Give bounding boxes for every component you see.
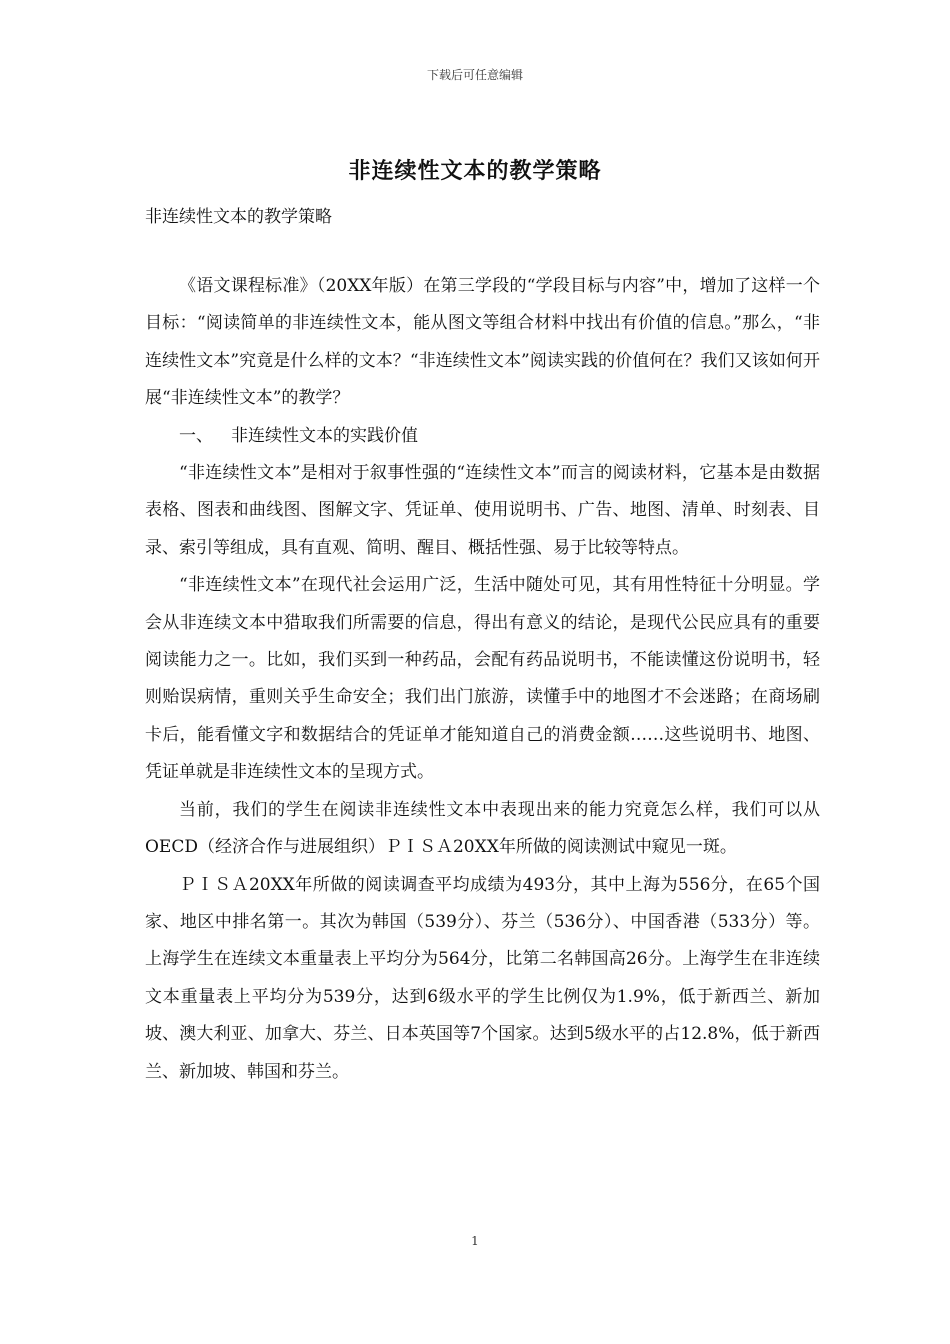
page-number: 1 — [471, 1234, 479, 1248]
document-subtitle: 非连续性文本的教学策略 — [145, 207, 332, 227]
page-header: 下载后可任意编辑 — [426, 68, 523, 82]
document-body — [145, 268, 820, 1091]
section-heading-text: 非连续性文本的实践价值 — [231, 425, 418, 446]
paragraph-definition: “非连续性文本”是相对于叙事性强的“连续性文本”而言的阅读材料，它基本是由数据表格、图表和曲线图、图解文字、凭证单、使用说明书、广告、地图、清单、时刻表、目录、索引等组成，具有直观、简明、醒目、概括性强、易于比较等特点。 — [145, 463, 820, 558]
paragraph-pisa: ＰＩＳＡ20XX年所做的阅读调查平均成绩为493分，其中上海为556分，在65个国家、地区中排名第一。其次为韩国（539分）、芬兰（536分）、中国香港（533分）等。上海学生在连续文本重量表上平均分为564分，比第二名韩国高26分。上海学生在非连续文本重量表上平均分为539分，达到6级水平的学生比例仅为1.9%，低于新西兰、新加坡、澳大利亚、加拿大、芬兰、日本英国等7个国家。达到5级水平的占12.8%，低于新西兰、新加坡、韩国和芬兰。 — [145, 874, 820, 1082]
paragraph-current: 当前，我们的学生在阅读非连续性文本中表现出来的能力究竟怎么样，我们可以从OECD（经济合作与进展组织）ＰＩＳＡ20XX年所做的阅读测试中窥见一斑。 — [145, 799, 820, 858]
paragraph-usage: “非连续性文本”在现代社会运用广泛，生活中随处可见，其有用性特征十分明显。学会从非连续文本中猎取我们所需要的信息，得出有意义的结论，是现代公民应具有的重要阅读能力之一。比如，我们买到一种药品，会配有药品说明书，不能读懂这份说明书，轻则贻误病情，重则关乎生命安全；我们出门旅游，读懂手中的地图才不会迷路；在商场刷卡后，能看懂文字和数据结合的凭证单才能知道自己的消费金额……这些说明书、地图、凭证单就是非连续性文本的呈现方式。 — [145, 575, 820, 783]
section-heading — [145, 418, 820, 455]
document-title: 非连续性文本的教学策略 — [348, 158, 602, 184]
paragraph-intro: 《语文课程标准》（20XX年版）在第三学段的“学段目标与内容”中，增加了这样一个目标：“阅读简单的非连续性文本，能从图文等组合材料中找出有价值的信息。”那么，“非连续性文本”究竟是什么样的文本？“非连续性文本”阅读实践的价值何在？我们又该如何开展“非连续性文本”的教学？ — [145, 276, 820, 409]
section-number: 一、 — [179, 425, 213, 446]
